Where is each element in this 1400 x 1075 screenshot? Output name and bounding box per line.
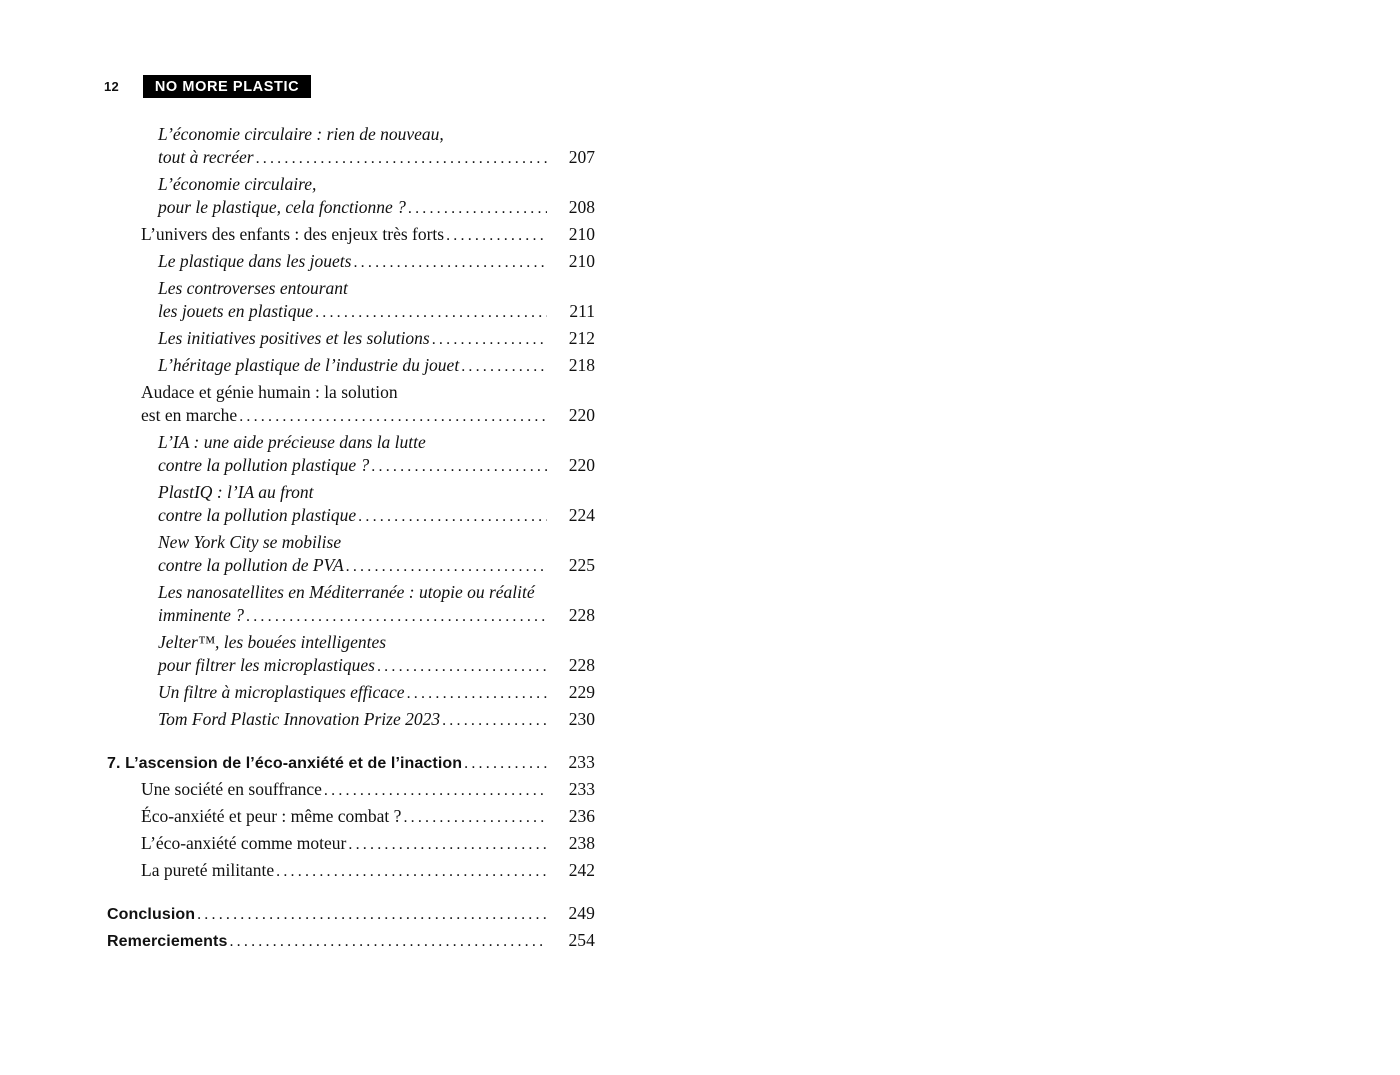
toc-entry-last-line [158,604,595,628]
dot-leader [315,301,547,324]
dot-leader [461,355,547,378]
dot-leader [377,655,547,678]
toc-entry-title: tout à recréer [158,147,254,167]
page-ref: 225 [568,555,595,575]
dot-leader [407,682,547,705]
toc-entry-title: contre la pollution plastique [158,505,357,525]
toc-entry [158,681,595,705]
toc-entry-title: pour filtrer les microplastiques [158,655,375,675]
toc-entry-title-line: L’IA : une aide précieuse dans la lutte [158,432,426,452]
dot-leader [229,930,547,953]
toc-entry-title: contre la pollution de PVA [158,555,344,575]
page-ref: 212 [568,328,595,348]
toc-entry-last-line [141,805,595,829]
toc-entry [141,778,595,802]
toc-entry [158,708,595,732]
toc-entry-last-line [141,859,595,883]
toc-entry [107,902,595,926]
toc-entry-last-line [141,223,595,247]
toc-entry [158,631,595,678]
toc-entry-title-line: L’économie circulaire : rien de nouveau, [158,124,444,144]
page-ref: 210 [568,224,595,244]
toc-entry-last-line [158,300,595,324]
toc-entry-last-line [158,250,595,274]
toc-entry [107,751,595,775]
toc-entry [158,123,595,170]
page-number-folio: 12 [104,79,120,94]
page-ref: 228 [568,605,595,625]
toc-entry [141,381,595,428]
page-ref: 210 [568,251,595,271]
toc-entry-title: contre la pollution plastique ? [158,455,370,475]
page-ref: 228 [568,655,595,675]
toc-entry [107,929,595,953]
toc-entry-title: Les initiatives positives et les solutions [158,328,430,348]
toc-entry-title-line: Jelter™, les bouées intelligentes [158,632,387,652]
toc-entry-title: les jouets en plastique [158,301,314,321]
dot-leader [358,505,547,528]
page-ref: 208 [568,197,595,217]
dot-leader [246,605,547,628]
toc-entry [141,805,595,829]
toc-entry [158,277,595,324]
toc-entry-title: Le plastique dans les jouets [158,251,352,271]
toc-entry-title: L’univers des enfants : des enjeux très forts [141,224,445,244]
toc-entry-title: L’héritage plastique de l’industrie du jouet [158,355,460,375]
toc-entry-title: La pureté militante [141,860,275,880]
dot-leader [371,455,547,478]
page-ref: 233 [568,779,595,799]
book-title: NO MORE PLASTIC [154,78,300,95]
toc-entry [158,173,595,220]
toc-entry-title: Éco-anxiété et peur : même combat ? [141,806,402,826]
dot-leader [403,806,547,829]
toc-entry [158,531,595,578]
dot-leader [442,709,547,732]
toc-entry [141,223,595,247]
dot-leader [346,555,547,578]
toc-entry-last-line [158,146,595,170]
toc-entry [158,327,595,351]
toc-entry-last-line [158,554,595,578]
page-ref: 229 [568,682,595,702]
page-ref: 211 [569,301,595,321]
page-ref: 242 [568,860,595,880]
toc-entry-title-line: Audace et génie humain : la solution [141,382,398,402]
toc-entry-title: pour le plastique, cela fonctionne ? [158,197,406,217]
toc-entry [141,859,595,883]
page-ref: 254 [568,930,595,950]
toc-entry-title: Une société en souffrance [141,779,322,799]
toc-entry-title: Tom Ford Plastic Innovation Prize 2023 [158,709,441,729]
dot-leader [276,860,547,883]
toc-entry [141,832,595,856]
toc-entry-title: Un filtre à microplastiques efficace [158,682,405,702]
toc-entry-title: Conclusion [107,906,196,923]
page-ref: 230 [568,709,595,729]
page-ref: 238 [568,833,595,853]
dot-leader [239,405,547,428]
toc-entry-last-line [158,354,595,378]
toc-entry-title: L’éco-anxiété comme moteur [141,833,347,853]
dot-leader [256,147,547,170]
toc-entry [158,431,595,478]
toc-entry [158,581,595,628]
toc-entry [158,250,595,274]
toc-entry-title-line: PlastIQ : l’IA au front [158,482,314,502]
running-header-badge [143,75,311,98]
page-ref: 249 [568,903,595,923]
page-ref: 220 [568,455,595,475]
dot-leader [197,903,547,926]
page-ref: 207 [568,147,595,167]
toc-entry-last-line [107,929,595,953]
page-ref: 220 [568,405,595,425]
dot-leader [348,833,547,856]
dot-leader [446,224,547,247]
table-of-contents [107,123,595,956]
toc-entry [158,481,595,528]
toc-entry-title-line: Les nanosatellites en Méditerranée : utopie ou réalité [158,582,535,602]
toc-entry-title-line: Les controverses entourant [158,278,348,298]
toc-entry-last-line [158,504,595,528]
page-ref: 236 [568,806,595,826]
toc-entry [158,354,595,378]
toc-entry-last-line [158,454,595,478]
toc-entry-last-line [141,832,595,856]
toc-entry-title: Remerciements [107,933,228,950]
toc-entry-title: 7. L’ascension de l’éco-anxiété et de l’inaction [107,755,463,772]
dot-leader [408,197,547,220]
toc-entry-last-line [158,654,595,678]
toc-entry-last-line [158,681,595,705]
toc-entry-title: imminente ? [158,605,245,625]
toc-entry-last-line [141,404,595,428]
dot-leader [353,251,547,274]
toc-entry-title-line: L’économie circulaire, [158,174,317,194]
toc-entry-last-line [107,902,595,926]
toc-entry-last-line [107,751,595,775]
toc-entry-title-line: New York City se mobilise [158,532,342,552]
dot-leader [464,752,547,775]
toc-entry-last-line [158,708,595,732]
dot-leader [324,779,547,802]
toc-entry-last-line [158,327,595,351]
page-ref: 233 [568,752,595,772]
toc-entry-last-line [158,196,595,220]
toc-entry-last-line [141,778,595,802]
page-ref: 224 [568,505,595,525]
page-ref: 218 [568,355,595,375]
dot-leader [432,328,547,351]
toc-entry-title: est en marche [141,405,238,425]
